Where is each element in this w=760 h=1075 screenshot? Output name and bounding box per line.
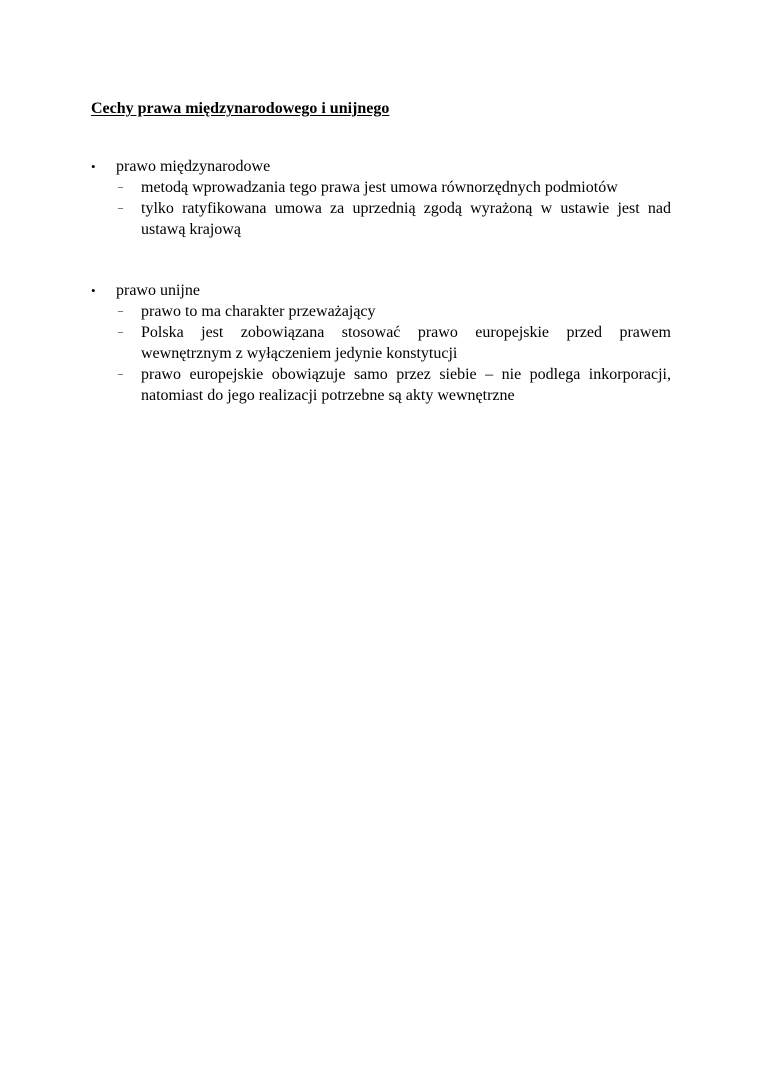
section-heading xyxy=(91,281,671,301)
list-item xyxy=(91,322,671,364)
section-international-law xyxy=(91,157,671,240)
section-heading xyxy=(91,157,671,177)
list-item xyxy=(91,364,671,406)
list-item xyxy=(91,301,671,322)
list-item-text: Polska jest zobowiązana stosować prawo europejskie przed prawem wewnętrznym z wyłączeniem jedynie konstytucji xyxy=(141,324,671,362)
section-heading-label: prawo międzynarodowe xyxy=(116,158,271,175)
list-item xyxy=(91,198,671,240)
dash-icon: – xyxy=(118,369,123,380)
section-heading-label: prawo unijne xyxy=(116,282,200,299)
list-item-text: metodą wprowadzania tego prawa jest umowa równorzędnych podmiotów xyxy=(141,179,618,196)
dash-icon: – xyxy=(118,306,123,317)
sub-list xyxy=(91,177,671,240)
list-item-text: prawo to ma charakter przeważający xyxy=(141,303,376,320)
dash-icon: – xyxy=(118,182,123,193)
dash-icon: – xyxy=(118,327,123,338)
bullet-icon: • xyxy=(91,283,96,298)
list-item-text: prawo europejskie obowiązuje samo przez siebie – nie podlega inkorporacji, natomiast do jego realizacji potrzebne są akty wewnętrzne xyxy=(141,366,671,404)
list-item-text: tylko ratyfikowana umowa za uprzednią zgodą wyrażoną w ustawie jest nad ustawą krajową xyxy=(141,200,671,238)
page-title: Cechy prawa międzynarodowego i unijnego xyxy=(91,100,390,117)
bullet-icon: • xyxy=(91,159,96,174)
list-item xyxy=(91,177,671,198)
section-eu-law xyxy=(91,281,671,406)
dash-icon: – xyxy=(118,203,123,214)
sub-list xyxy=(91,301,671,406)
